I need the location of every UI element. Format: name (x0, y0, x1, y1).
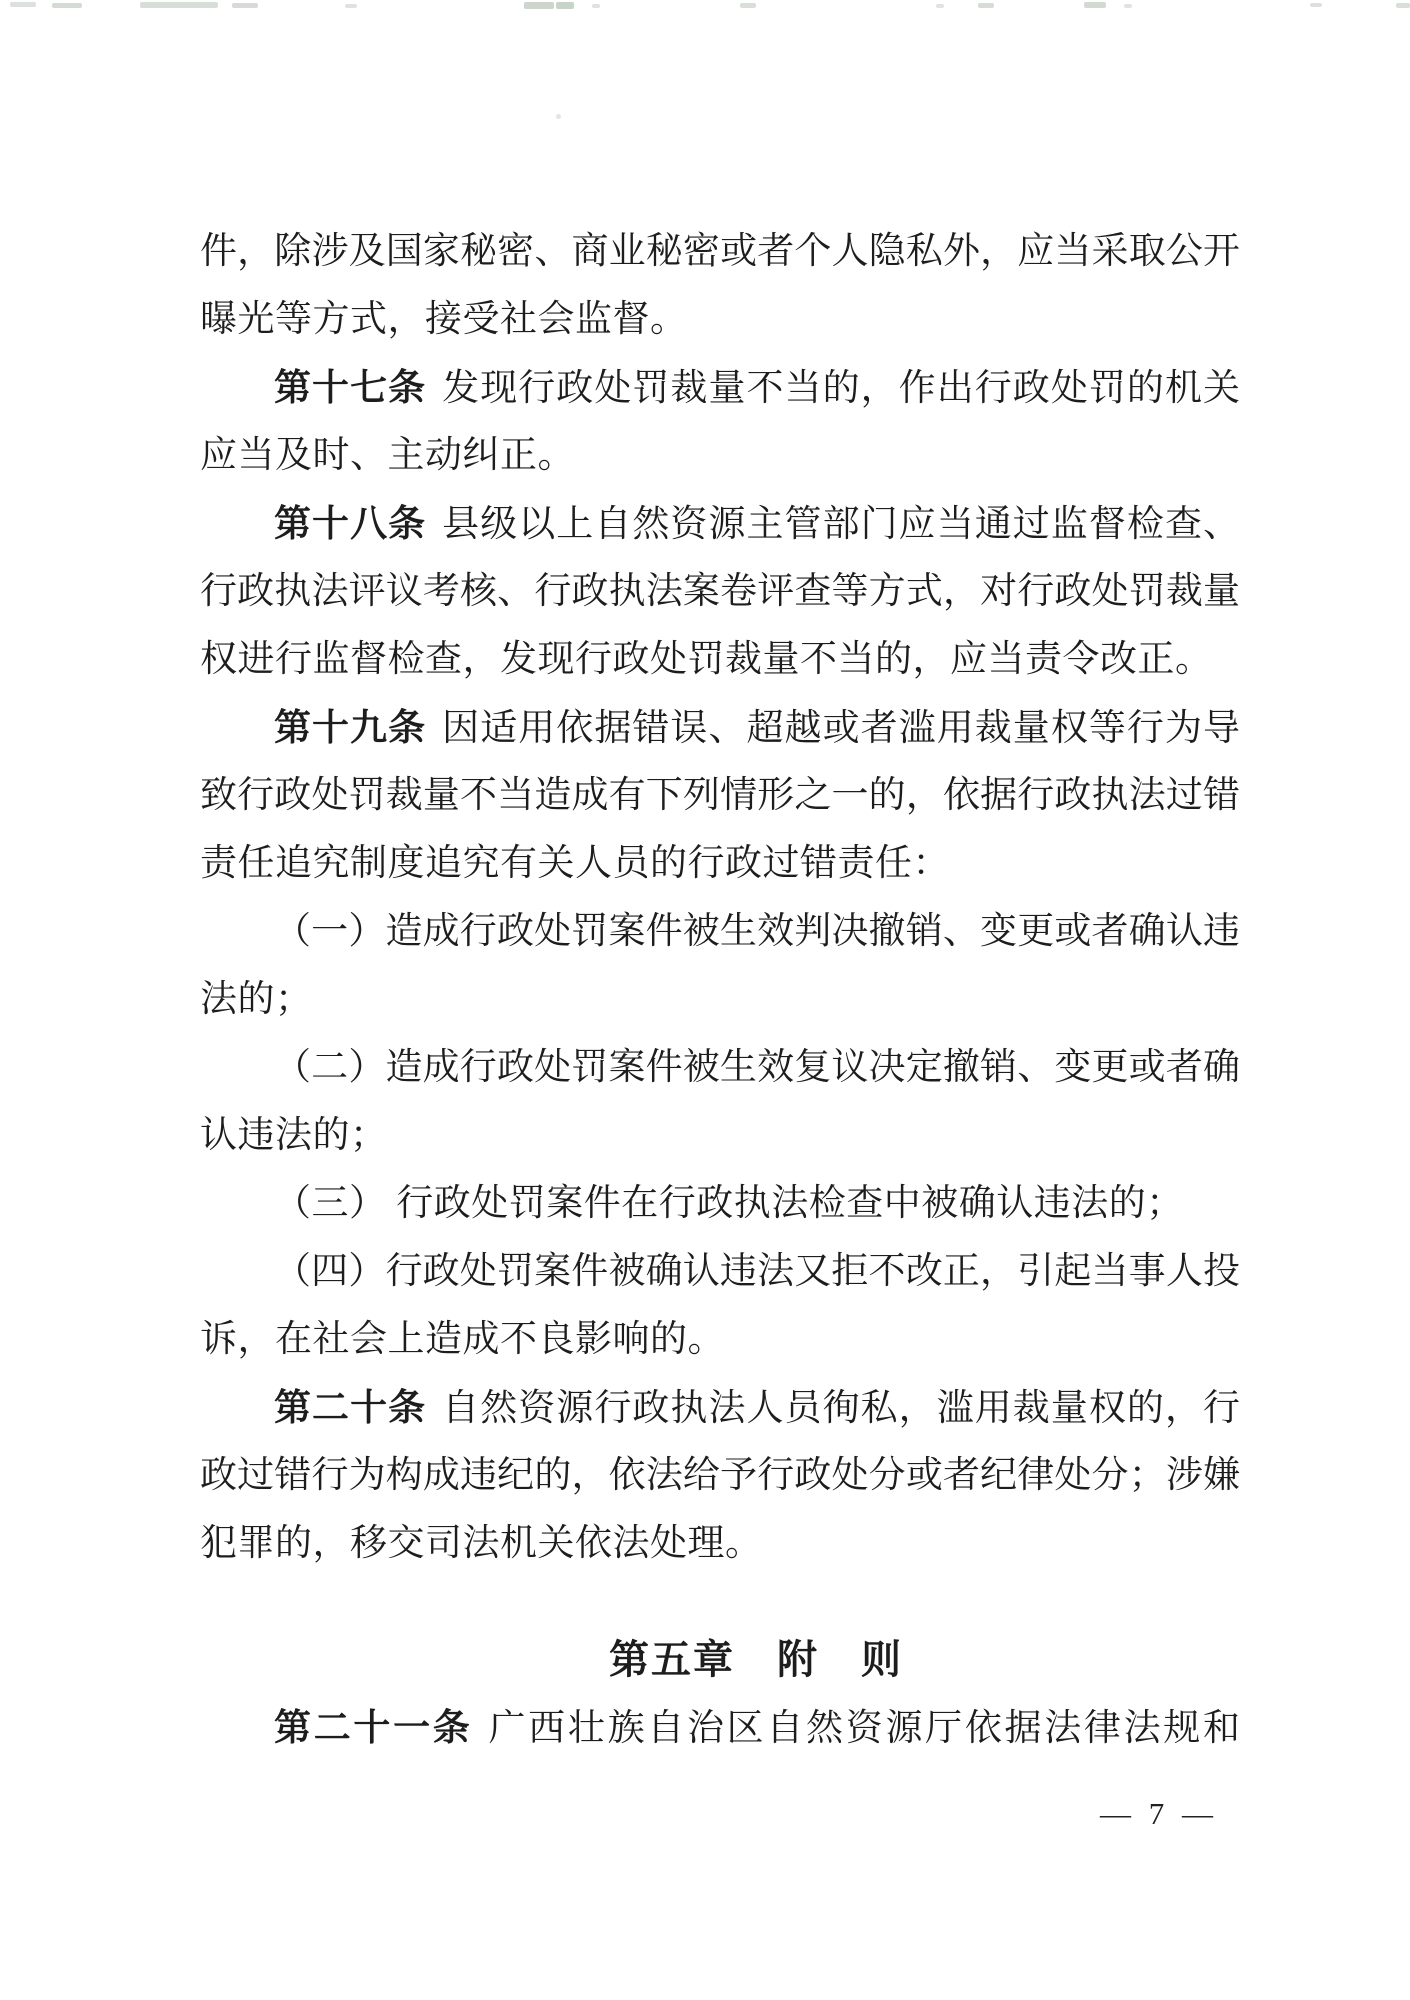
list-item-3: （三） 行政处罚案件在行政执法检查中被确认违法的； (274, 1183, 1184, 1224)
scan-artifact (524, 2, 554, 9)
scan-artifact (345, 4, 357, 8)
article-number: 第十七条 (274, 367, 427, 408)
article-text: 自然资源行政执法人员徇私，滥用裁量权的，行 (442, 1388, 1241, 1429)
article-text: 广西壮族自治区自然资源厅依据法律法规和 (488, 1708, 1241, 1749)
article-21-line (200, 1694, 1240, 1762)
scan-artifact (1084, 2, 1106, 8)
scan-artifact (1310, 3, 1322, 7)
scan-artifact (556, 2, 574, 9)
body-line: 件，除涉及国家秘密、商业秘密或者个人隐私外，应当采取公开 (200, 231, 1240, 272)
scan-artifact (232, 3, 258, 8)
article-18-line (200, 490, 1240, 558)
list-item-1: （一）造成行政处罚案件被生效判决撤销、变更或者确认违 (274, 911, 1240, 952)
article-number: 第十八条 (274, 503, 427, 544)
scan-artifact (592, 4, 600, 8)
body-line: 认违法的； (200, 1115, 388, 1156)
article-number: 第十九条 (274, 707, 427, 748)
scan-artifact (1396, 3, 1410, 8)
scan-artifact (978, 3, 994, 8)
scan-artifact (740, 3, 756, 8)
body-line: 责任追究制度追究有关人员的行政过错责任： (200, 843, 950, 884)
body-line: 应当及时、主动纠正。 (200, 435, 575, 476)
body-line: 诉，在社会上造成不良影响的。 (200, 1319, 725, 1360)
article-number: 第二十条 (274, 1387, 427, 1428)
body-line: 政过错行为构成违纪的，依法给予行政处分或者纪律处分；涉嫌 (200, 1455, 1240, 1496)
scan-artifact (936, 4, 944, 8)
body-line: 致行政处罚裁量不当造成有下列情形之一的，依据行政执法过错 (200, 775, 1240, 816)
list-item-4: （四）行政处罚案件被确认违法又拒不改正，引起当事人投 (274, 1251, 1240, 1292)
scan-artifact (10, 2, 36, 7)
body-line: 行政执法评议考核、行政执法案卷评查等方式，对行政处罚裁量 (200, 571, 1240, 612)
scan-speck (556, 114, 561, 119)
article-20-line (200, 1374, 1240, 1442)
scan-artifact (140, 2, 218, 8)
article-text: 因适用依据错误、超越或者滥用裁量权等行为导 (442, 708, 1241, 749)
list-item-2: （二）造成行政处罚案件被生效复议决定撤销、变更或者确 (274, 1047, 1240, 1088)
scan-artifact (52, 3, 82, 8)
scan-artifact (1124, 4, 1132, 8)
page-number: — 7 — (1100, 1796, 1218, 1831)
article-19-line (200, 694, 1240, 762)
article-17-line (200, 354, 1240, 422)
article-number: 第二十一条 (274, 1707, 473, 1748)
body-line: 法的； (200, 979, 313, 1020)
article-text: 发现行政处罚裁量不当的，作出行政处罚的机关 (442, 368, 1241, 409)
body-line: 犯罪的，移交司法机关依法处理。 (200, 1523, 763, 1564)
article-text: 县级以上自然资源主管部门应当通过监督检查、 (442, 504, 1241, 545)
document-body (200, 218, 1240, 1762)
body-line: 权进行监督检查，发现行政处罚裁量不当的，应当责令改正。 (200, 639, 1213, 680)
chapter-5-title: 第五章 附 则 (609, 1638, 903, 1682)
body-line: 曝光等方式，接受社会监督。 (200, 299, 688, 340)
